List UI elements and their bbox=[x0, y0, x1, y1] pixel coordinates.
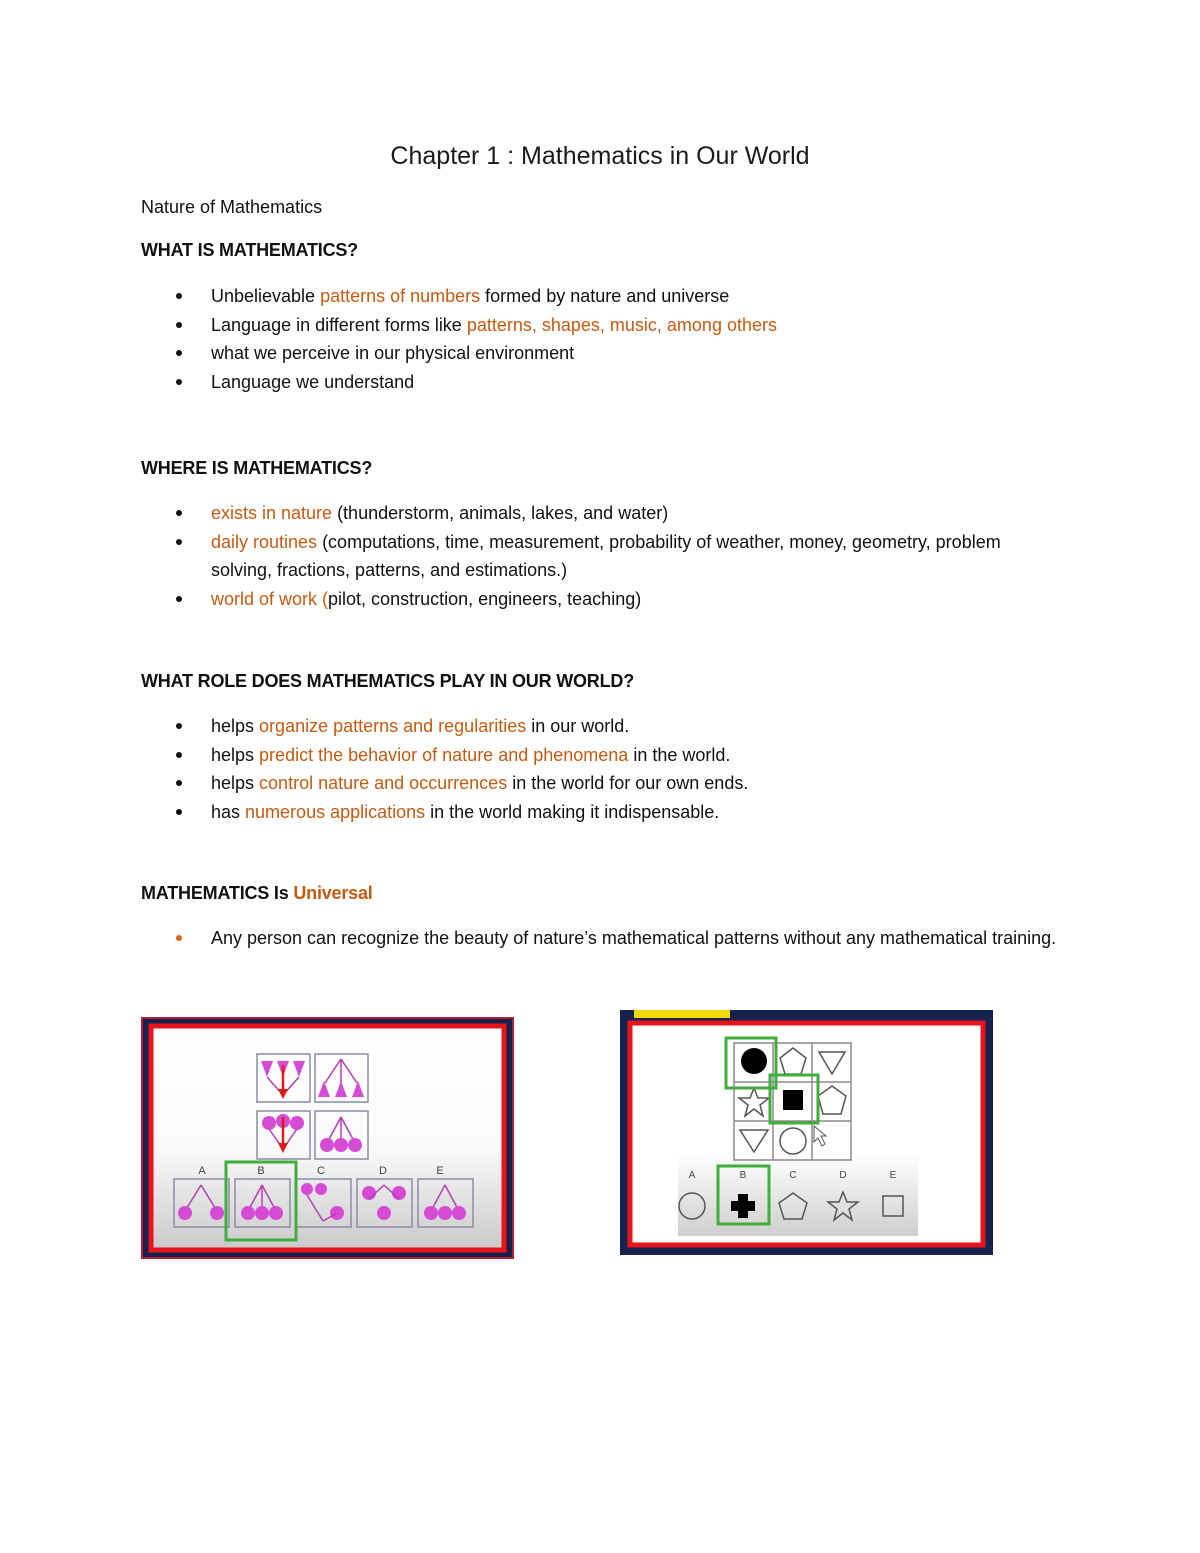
section-heading-universal: MATHEMATICS Is Universal bbox=[141, 883, 373, 903]
option-label: C bbox=[789, 1170, 797, 1181]
pattern-puzzle-image-2 bbox=[620, 1010, 993, 1255]
option-label: A bbox=[688, 1170, 696, 1181]
list-item: Unbelievable patterns of numbers formed by nature and universe bbox=[141, 282, 1061, 311]
list-item: helps predict the behavior of nature and phenomena in the world. bbox=[141, 741, 1061, 770]
list-role bbox=[141, 712, 1061, 826]
list-universal bbox=[141, 924, 1061, 953]
option-label: E bbox=[436, 1165, 444, 1177]
bullet-icon bbox=[176, 510, 182, 516]
pattern-puzzle-image-1 bbox=[141, 1017, 514, 1259]
bullet-icon bbox=[176, 350, 182, 356]
list-item: exists in nature (thunderstorm, animals, lakes, and water) bbox=[141, 499, 1061, 528]
bullet-icon bbox=[176, 322, 182, 328]
option-label: B bbox=[257, 1165, 265, 1177]
option-label: C bbox=[317, 1165, 325, 1177]
list-item: Language we understand bbox=[141, 368, 1061, 397]
section-heading-role: WHAT ROLE DOES MATHEMATICS PLAY IN OUR WORLD? bbox=[141, 671, 634, 691]
list-where-is bbox=[141, 499, 1061, 613]
bullet-icon bbox=[176, 780, 182, 786]
subtitle: Nature of Mathematics bbox=[141, 197, 323, 217]
bullet-icon bbox=[176, 723, 182, 729]
section-heading-what-is: WHAT IS MATHEMATICS? bbox=[141, 240, 358, 260]
option-label: D bbox=[839, 1170, 847, 1181]
section-heading-where-is: WHERE IS MATHEMATICS? bbox=[141, 458, 373, 478]
list-item: Any person can recognize the beauty of nature’s mathematical patterns without any mathematical training. bbox=[141, 924, 1061, 953]
page-title: Chapter 1 : Mathematics in Our World bbox=[390, 142, 810, 170]
list-item: helps control nature and occurrences in the world for our own ends. bbox=[141, 769, 1061, 798]
bullet-icon bbox=[176, 596, 182, 602]
list-what-is bbox=[141, 282, 1061, 396]
list-item: world of work (pilot, construction, engineers, teaching) bbox=[141, 585, 1061, 614]
bullet-icon bbox=[176, 379, 182, 385]
list-item: what we perceive in our physical environment bbox=[141, 339, 1061, 368]
bullet-icon bbox=[176, 752, 182, 758]
bullet-icon bbox=[176, 539, 182, 545]
list-item: daily routines (computations, time, measurement, probability of weather, money, geometry, problem solving, fractions, patterns, and estimations.) bbox=[141, 528, 1061, 585]
option-label: B bbox=[739, 1170, 747, 1181]
bullet-icon bbox=[176, 293, 182, 299]
list-item: helps organize patterns and regularities in our world. bbox=[141, 712, 1061, 741]
option-label: E bbox=[889, 1170, 897, 1181]
bullet-icon bbox=[176, 935, 182, 941]
option-label: D bbox=[379, 1165, 387, 1177]
list-item: has numerous applications in the world making it indispensable. bbox=[141, 798, 1061, 827]
bullet-icon bbox=[176, 809, 182, 815]
option-label: A bbox=[198, 1165, 206, 1177]
list-item: Language in different forms like patterns, shapes, music, among others bbox=[141, 311, 1061, 340]
